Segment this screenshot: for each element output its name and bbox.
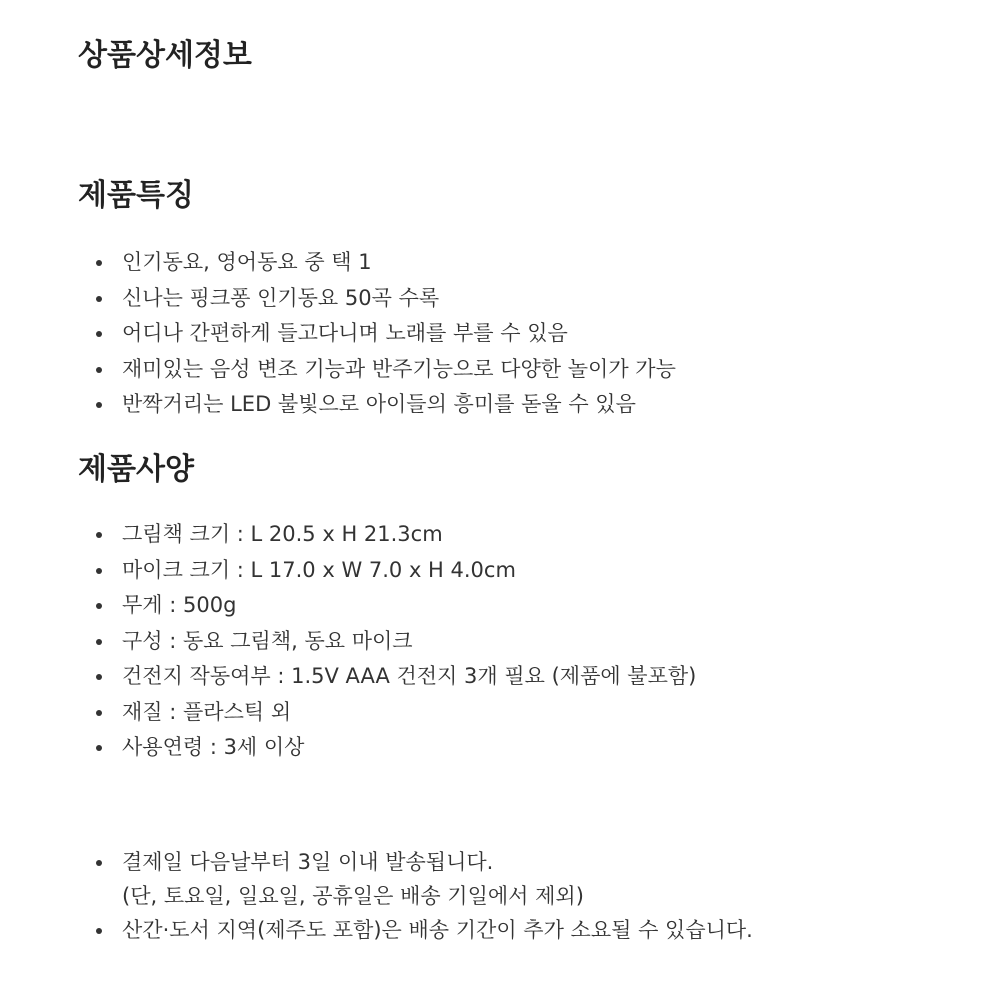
- features-section-title: 제품특징: [78, 178, 194, 213]
- bullet-icon: [96, 603, 102, 609]
- shipping-notice-text: 결제일 다음날부터 3일 이내 발송됩니다.: [122, 850, 494, 874]
- bullet-icon: [96, 745, 102, 751]
- bullet-icon: [96, 296, 102, 302]
- spec-text: 구성 : 동요 그림책, 동요 마이크: [122, 628, 413, 653]
- spec-text: 그림책 크기 : L 20.5 x H 21.3cm: [122, 522, 443, 546]
- bullet-icon: [96, 674, 102, 680]
- shipping-notice-list: [96, 845, 753, 947]
- bullet-icon: [96, 331, 102, 337]
- feature-text: 반짝거리는 LED 불빛으로 아이들의 흥미를 돋울 수 있음: [122, 392, 636, 416]
- list-item: [96, 659, 696, 695]
- bullet-icon: [96, 710, 102, 716]
- shipping-notice-text: 산간·도서 지역(제주도 포함)은 배송 기간이 추가 소요될 수 있습니다.: [122, 918, 753, 942]
- list-item: [96, 913, 753, 947]
- bullet-icon: [96, 402, 102, 408]
- list-item: [96, 387, 676, 423]
- list-item: [96, 695, 696, 731]
- feature-text: 신나는 핑크퐁 인기동요 50곡 수록: [122, 285, 440, 310]
- list-item: [96, 281, 676, 317]
- bullet-icon: [96, 568, 102, 574]
- list-item: [96, 245, 676, 281]
- list-item: [96, 588, 696, 624]
- feature-text: 인기동요, 영어동요 중 택 1: [122, 250, 372, 274]
- feature-text: 어디나 간편하게 들고다니며 노래를 부를 수 있음: [122, 321, 568, 345]
- spec-text: 재질 : 플라스틱 외: [122, 699, 292, 724]
- bullet-icon: [96, 532, 102, 538]
- list-item: [96, 845, 753, 913]
- features-list: [96, 245, 676, 423]
- bullet-icon: [96, 860, 102, 866]
- page-title: 상품상세정보: [78, 38, 252, 73]
- specs-section-title: 제품사양: [78, 452, 194, 487]
- list-item: [96, 730, 696, 766]
- list-item: [96, 553, 696, 589]
- spec-text: 건전지 작동여부 : 1.5V AAA 건전지 3개 필요 (제품에 불포함): [122, 664, 697, 688]
- bullet-icon: [96, 260, 102, 266]
- list-item: [96, 352, 676, 388]
- bullet-icon: [96, 639, 102, 645]
- shipping-notice-subtext: (단, 토요일, 일요일, 공휴일은 배송 기일에서 제외): [122, 884, 584, 908]
- spec-text: 마이크 크기 : L 17.0 x W 7.0 x H 4.0cm: [122, 557, 516, 582]
- list-item: [96, 624, 696, 660]
- bullet-icon: [96, 928, 102, 934]
- spec-text: 무게 : 500g: [122, 593, 237, 617]
- feature-text: 재미있는 음성 변조 기능과 반주기능으로 다양한 놀이가 가능: [122, 356, 676, 381]
- list-item: [96, 316, 676, 352]
- list-item: [96, 517, 696, 553]
- specs-list: [96, 517, 696, 766]
- bullet-icon: [96, 367, 102, 373]
- spec-text: 사용연령 : 3세 이상: [122, 735, 305, 759]
